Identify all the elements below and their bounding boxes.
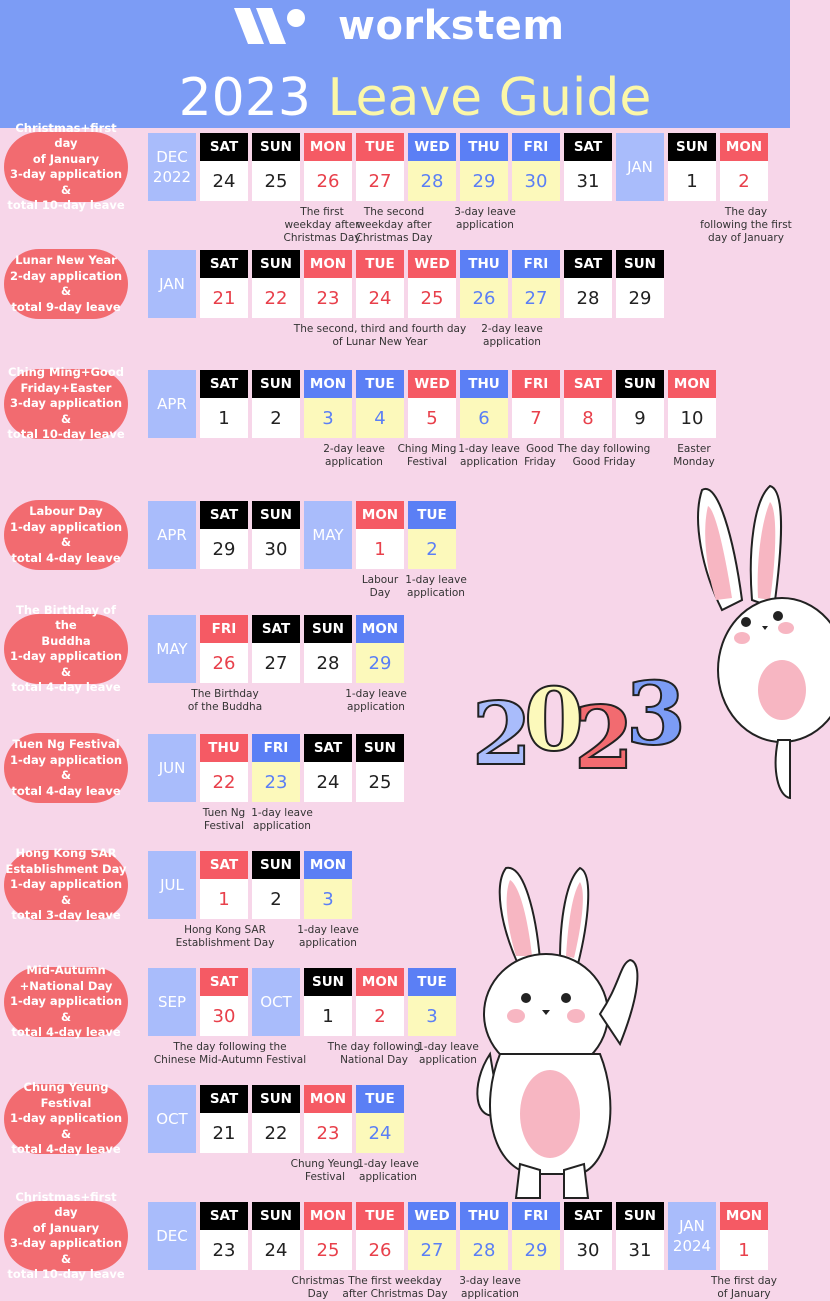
svg-text:3: 3 <box>626 664 686 765</box>
rabbit-illustration-waving <box>470 864 690 1204</box>
date-number: 24 <box>304 762 352 802</box>
weekday-label: THU <box>460 370 508 398</box>
day-cell <box>200 370 248 438</box>
day-cell <box>304 370 352 438</box>
weekday-label: FRI <box>512 370 560 398</box>
day-cell <box>304 250 352 318</box>
day-cell <box>564 133 612 201</box>
weekday-label: TUE <box>408 968 456 996</box>
date-number: 27 <box>408 1230 456 1270</box>
date-number: 8 <box>564 398 612 438</box>
weekday-label: SUN <box>252 370 300 398</box>
day-cell <box>200 851 248 919</box>
day-cell <box>304 734 352 802</box>
date-number: 29 <box>512 1230 560 1270</box>
day-note: Ching Ming Festival <box>397 443 457 468</box>
date-number: 26 <box>460 278 508 318</box>
date-number: 26 <box>304 161 352 201</box>
weekday-label: SAT <box>564 133 612 161</box>
date-number: 1 <box>304 996 352 1036</box>
day-note: 1-day leave application <box>405 574 467 599</box>
date-number: 30 <box>512 161 560 201</box>
date-number: 7 <box>512 398 560 438</box>
month-label: JAN <box>616 133 664 201</box>
weekday-label: WED <box>408 133 456 161</box>
day-note: The day following the Chinese Mid-Autumn Festival <box>153 1041 307 1066</box>
day-note: Tuen Ng Festival <box>202 807 246 832</box>
day-cell <box>356 133 404 201</box>
weekday-label: SUN <box>252 1085 300 1113</box>
day-cell <box>356 968 404 1036</box>
month-label: OCT <box>148 1085 196 1153</box>
date-number: 24 <box>200 161 248 201</box>
date-number: 30 <box>252 529 300 569</box>
day-cell <box>512 1202 560 1270</box>
date-number: 22 <box>200 762 248 802</box>
date-number: 3 <box>304 879 352 919</box>
day-cell <box>408 501 456 569</box>
date-number: 23 <box>252 762 300 802</box>
day-note: The day following the first day of January <box>700 206 792 244</box>
day-cell <box>200 133 248 201</box>
weekday-label: TUE <box>356 1202 404 1230</box>
date-number: 25 <box>304 1230 352 1270</box>
section-label-pill: Tuen Ng Festival 1-day application & total 4-day leave <box>4 733 128 803</box>
date-number: 29 <box>356 643 404 683</box>
weekday-label: FRI <box>200 615 248 643</box>
date-number: 25 <box>252 161 300 201</box>
day-cell <box>356 1085 404 1153</box>
weekday-label: WED <box>408 370 456 398</box>
day-cell <box>356 250 404 318</box>
day-cell <box>252 133 300 201</box>
weekday-label: FRI <box>512 1202 560 1230</box>
day-cell <box>200 501 248 569</box>
title-text: Leave Guide <box>327 68 652 128</box>
day-cell <box>668 370 716 438</box>
date-number: 25 <box>408 278 456 318</box>
date-number: 29 <box>200 529 248 569</box>
weekday-label: TUE <box>356 133 404 161</box>
month-label: JAN 2024 <box>668 1202 716 1270</box>
day-cell <box>252 734 300 802</box>
weekday-label: MON <box>356 615 404 643</box>
day-cell <box>408 968 456 1036</box>
weekday-label: TUE <box>356 250 404 278</box>
day-note: The second, third and fourth day of Lunar New Year <box>293 323 467 348</box>
day-cell <box>356 501 404 569</box>
date-number: 1 <box>200 879 248 919</box>
weekday-label: SUN <box>252 1202 300 1230</box>
date-number: 28 <box>564 278 612 318</box>
date-number: 9 <box>616 398 664 438</box>
weekday-label: SUN <box>304 615 352 643</box>
weekday-label: THU <box>460 1202 508 1230</box>
date-number: 24 <box>252 1230 300 1270</box>
day-cell <box>200 734 248 802</box>
day-cell <box>304 1202 352 1270</box>
weekday-label: WED <box>408 250 456 278</box>
weekday-label: SAT <box>564 250 612 278</box>
day-cell <box>460 133 508 201</box>
weekday-label: SAT <box>200 370 248 398</box>
weekday-label: SUN <box>304 968 352 996</box>
weekday-label: MON <box>304 1202 352 1230</box>
day-cell <box>668 133 716 201</box>
month-label: JUN <box>148 734 196 802</box>
date-number: 23 <box>304 1113 352 1153</box>
weekday-label: SAT <box>200 133 248 161</box>
date-number: 28 <box>460 1230 508 1270</box>
day-note: 1-day leave application <box>417 1041 479 1066</box>
date-number: 1 <box>720 1230 768 1270</box>
date-number: 1 <box>200 398 248 438</box>
day-cell <box>408 370 456 438</box>
date-number: 30 <box>564 1230 612 1270</box>
date-number: 1 <box>668 161 716 201</box>
weekday-label: SUN <box>668 133 716 161</box>
day-cell <box>252 370 300 438</box>
month-label: JUL <box>148 851 196 919</box>
date-number: 2 <box>408 529 456 569</box>
day-note: Good Friday <box>524 443 556 468</box>
weekday-label: MON <box>304 250 352 278</box>
date-number: 22 <box>252 278 300 318</box>
weekday-label: MON <box>304 851 352 879</box>
day-cell <box>200 1085 248 1153</box>
day-cell <box>564 370 612 438</box>
weekday-label: SUN <box>252 250 300 278</box>
day-cell <box>356 370 404 438</box>
day-cell <box>252 250 300 318</box>
year-2023-art <box>466 664 694 789</box>
date-number: 2 <box>356 996 404 1036</box>
weekday-label: SAT <box>200 851 248 879</box>
day-cell <box>304 851 352 919</box>
day-note: The Birthday of the Buddha <box>187 688 263 713</box>
date-number: 2 <box>252 398 300 438</box>
weekday-label: MON <box>356 501 404 529</box>
weekday-label: MON <box>304 370 352 398</box>
day-cell <box>200 968 248 1036</box>
section-label-pill: Christmas+first day of January 3-day application & total 10-day leave <box>4 1201 128 1271</box>
header-banner <box>0 0 790 128</box>
day-cell <box>408 133 456 201</box>
day-note: 1-day leave application <box>458 443 520 468</box>
day-cell <box>356 1202 404 1270</box>
day-cell <box>200 250 248 318</box>
weekday-label: SUN <box>252 133 300 161</box>
section-label-pill: day of January 3-day application & total 10-day leave <box>4 132 128 202</box>
month-label: SEP <box>148 968 196 1036</box>
day-note: Labour Day <box>361 574 399 599</box>
weekday-label: THU <box>200 734 248 762</box>
day-cell <box>252 501 300 569</box>
day-note: Chung Yeung Festival <box>290 1158 360 1183</box>
month-label: JAN <box>148 250 196 318</box>
day-cell <box>512 370 560 438</box>
date-number: 1 <box>356 529 404 569</box>
date-number: 30 <box>200 996 248 1036</box>
weekday-label: WED <box>408 1202 456 1230</box>
month-label: MAY <box>148 615 196 683</box>
date-number: 27 <box>512 278 560 318</box>
weekday-label: MON <box>304 1085 352 1113</box>
weekday-label: SAT <box>304 734 352 762</box>
weekday-label: SUN <box>356 734 404 762</box>
date-number: 23 <box>200 1230 248 1270</box>
date-number: 21 <box>200 278 248 318</box>
day-cell <box>304 1085 352 1153</box>
weekday-label: TUE <box>356 370 404 398</box>
weekday-label: SAT <box>200 1202 248 1230</box>
day-cell <box>408 250 456 318</box>
day-note: Hong Kong SAR Establishment Day <box>175 924 275 949</box>
section-label-pill: Labour Day 1-day application & total 4-day leave <box>4 500 128 570</box>
date-number: 2 <box>252 879 300 919</box>
date-number: 5 <box>408 398 456 438</box>
weekday-label: MON <box>720 133 768 161</box>
weekday-label: FRI <box>512 133 560 161</box>
date-number: 31 <box>616 1230 664 1270</box>
weekday-label: SAT <box>200 250 248 278</box>
day-note: The day following National Day <box>327 1041 421 1066</box>
day-note: 3-day leave application <box>454 206 516 231</box>
weekday-label: SAT <box>564 1202 612 1230</box>
day-cell <box>512 250 560 318</box>
day-cell <box>304 615 352 683</box>
month-label: APR <box>148 370 196 438</box>
section-label-pill: The Birthday of the Buddha 1-day application & total 4-day leave <box>4 614 128 684</box>
day-note: 1-day leave application <box>357 1158 419 1183</box>
date-number: 31 <box>564 161 612 201</box>
day-cell <box>304 133 352 201</box>
weekday-label: SUN <box>616 1202 664 1230</box>
weekday-label: THU <box>460 133 508 161</box>
weekday-label: MON <box>356 968 404 996</box>
weekday-label: FRI <box>512 250 560 278</box>
section-label-pill: Chung Yeung Festival 1-day application & total 4-day leave <box>4 1084 128 1154</box>
day-cell <box>616 370 664 438</box>
day-cell <box>616 250 664 318</box>
weekday-label: SAT <box>252 615 300 643</box>
svg-text:2: 2 <box>574 688 634 789</box>
weekday-label: SAT <box>200 968 248 996</box>
day-note: The day following Good Friday <box>557 443 651 468</box>
date-number: 3 <box>408 996 456 1036</box>
weekday-label: THU <box>460 250 508 278</box>
day-note: Easter Monday <box>673 443 715 468</box>
day-cell <box>460 370 508 438</box>
month-label: DEC 2022 <box>148 133 196 201</box>
day-cell <box>252 1085 300 1153</box>
weekday-label: SUN <box>616 250 664 278</box>
weekday-label: SAT <box>200 1085 248 1113</box>
weekday-label: MON <box>668 370 716 398</box>
day-cell <box>460 1202 508 1270</box>
date-number: 6 <box>460 398 508 438</box>
weekday-label: TUE <box>408 501 456 529</box>
date-number: 22 <box>252 1113 300 1153</box>
day-cell <box>512 133 560 201</box>
weekday-label: SAT <box>564 370 612 398</box>
day-cell <box>200 615 248 683</box>
weekday-label: SUN <box>252 851 300 879</box>
section-label-pill: Hong Kong SAR Establishment Day 1-day application & total 3-day leave <box>5 846 127 923</box>
date-number: 24 <box>356 278 404 318</box>
section-label-pill: Ching Ming+Good Friday+Easter 3-day application & total 10-day leave <box>4 369 128 439</box>
day-note: 1-day leave application <box>251 807 313 832</box>
workstem-logo-icon <box>230 2 308 50</box>
day-cell <box>564 250 612 318</box>
day-note: The first day of January <box>710 1275 778 1300</box>
weekday-label: SAT <box>200 501 248 529</box>
day-cell <box>200 1202 248 1270</box>
weekday-label: FRI <box>252 734 300 762</box>
date-number: 26 <box>200 643 248 683</box>
weekday-label: MON <box>720 1202 768 1230</box>
date-number: 29 <box>616 278 664 318</box>
day-note: 2-day leave application <box>323 443 385 468</box>
date-number: 25 <box>356 762 404 802</box>
date-number: 26 <box>356 1230 404 1270</box>
date-number: 29 <box>460 161 508 201</box>
date-number: 28 <box>408 161 456 201</box>
rabbit-illustration-right <box>682 480 790 800</box>
weekday-label: SUN <box>252 501 300 529</box>
day-note: The second weekday after Christmas Day <box>355 206 433 244</box>
title-year: 2023 <box>178 68 311 128</box>
date-number: 24 <box>356 1113 404 1153</box>
date-number: 28 <box>304 643 352 683</box>
date-number: 4 <box>356 398 404 438</box>
date-number: 27 <box>356 161 404 201</box>
weekday-label: SUN <box>616 370 664 398</box>
svg-text:2: 2 <box>472 684 532 785</box>
day-cell <box>252 615 300 683</box>
day-cell <box>460 250 508 318</box>
brand-name: workstem <box>338 3 565 49</box>
day-cell <box>564 1202 612 1270</box>
day-note: The first weekday after Christmas Day <box>283 206 361 244</box>
date-number: 2 <box>720 161 768 201</box>
date-number: 23 <box>304 278 352 318</box>
section-label-pill: Lunar New Year 2-day application & total 9-day leave <box>4 249 128 319</box>
month-label: MAY <box>304 501 352 569</box>
date-number: 10 <box>668 398 716 438</box>
day-cell <box>720 133 768 201</box>
weekday-label: MON <box>304 133 352 161</box>
day-cell <box>252 851 300 919</box>
day-cell <box>616 1202 664 1270</box>
month-label: OCT <box>252 968 300 1036</box>
day-cell <box>356 734 404 802</box>
date-number: 21 <box>200 1113 248 1153</box>
day-note: 3-day leave application <box>459 1275 521 1300</box>
day-note: 1-day leave application <box>297 924 359 949</box>
day-cell <box>252 1202 300 1270</box>
day-cell <box>356 615 404 683</box>
day-cell <box>408 1202 456 1270</box>
date-number: 27 <box>252 643 300 683</box>
month-label: DEC <box>148 1202 196 1270</box>
month-label: APR <box>148 501 196 569</box>
weekday-label: TUE <box>356 1085 404 1113</box>
day-note: 2-day leave application <box>481 323 543 348</box>
date-number: 3 <box>304 398 352 438</box>
day-note: 1-day leave application <box>345 688 407 713</box>
section-label-pill: Mid-Autumn +National Day 1-day application & total 4-day leave <box>4 967 128 1037</box>
day-note: Christmas Day <box>291 1275 345 1300</box>
day-note: The first weekday after Christmas Day <box>342 1275 448 1300</box>
day-cell <box>720 1202 768 1270</box>
day-cell <box>304 968 352 1036</box>
svg-text:0: 0 <box>524 670 584 771</box>
